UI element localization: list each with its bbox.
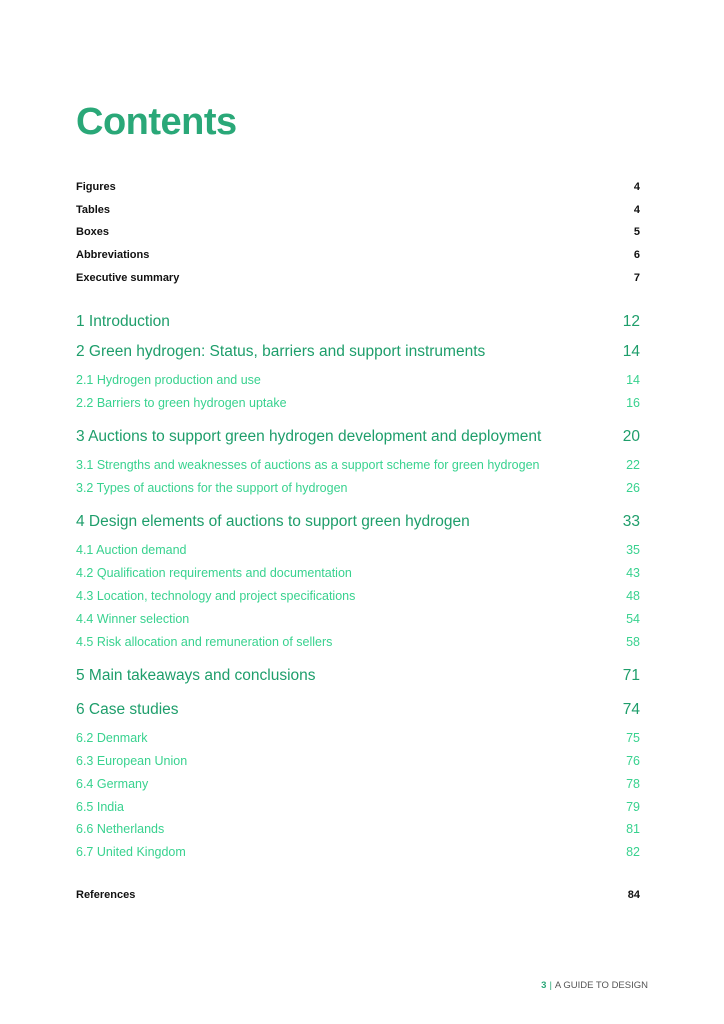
toc-entry-page: 74 bbox=[622, 701, 640, 718]
toc-entry-tables[interactable] bbox=[76, 204, 640, 220]
toc-entry-label: 1 Introduction bbox=[76, 313, 170, 330]
toc-entry-page: 35 bbox=[626, 543, 640, 557]
toc-entry-page: 14 bbox=[626, 373, 640, 387]
toc-entry-label: 2 Green hydrogen: Status, barriers and support instruments bbox=[76, 343, 486, 360]
toc-entry-figures[interactable] bbox=[76, 181, 640, 197]
toc-entry-label: 6.2 Denmark bbox=[76, 731, 148, 745]
toc-entry-label: 3.2 Types of auctions for the support of hydrogen bbox=[76, 481, 348, 495]
toc-section-2-2[interactable] bbox=[76, 396, 640, 414]
toc-entry-label: Tables bbox=[76, 204, 111, 216]
toc-entry-page: 7 bbox=[633, 272, 640, 284]
toc-entry-page: 78 bbox=[626, 777, 640, 791]
toc-chapter-2[interactable] bbox=[76, 343, 640, 365]
toc-section-3-1[interactable] bbox=[76, 458, 640, 476]
toc-entry-abbreviations[interactable] bbox=[76, 249, 640, 265]
toc-entry-page: 75 bbox=[626, 731, 640, 745]
toc-section-6-4[interactable] bbox=[76, 777, 640, 795]
toc-section-6-5[interactable] bbox=[76, 800, 640, 818]
toc-entry-page: 14 bbox=[622, 343, 640, 360]
toc-entry-label: 6.4 Germany bbox=[76, 777, 149, 791]
toc-entry-page: 4 bbox=[633, 181, 640, 193]
toc-entry-label: Boxes bbox=[76, 226, 110, 238]
toc-entry-page: 20 bbox=[622, 428, 640, 445]
toc-entry-page: 71 bbox=[622, 667, 640, 684]
toc-entry-label: Abbreviations bbox=[76, 249, 150, 261]
toc-entry-label: 2.1 Hydrogen production and use bbox=[76, 373, 261, 387]
footer-title: A GUIDE TO DESIGN bbox=[554, 980, 648, 991]
toc-section-4-4[interactable] bbox=[76, 612, 640, 630]
toc-entry-label: 4.1 Auction demand bbox=[76, 543, 187, 557]
toc-entry-page: 5 bbox=[633, 226, 640, 238]
toc-entry-page: 58 bbox=[626, 635, 640, 649]
toc-section-6-6[interactable] bbox=[76, 822, 640, 840]
toc-entry-page: 54 bbox=[626, 612, 640, 626]
toc-entry-label: 3.1 Strengths and weaknesses of auctions as a support scheme for green hydrogen bbox=[76, 458, 540, 472]
toc-section-4-3[interactable] bbox=[76, 589, 640, 607]
toc-entry-label: 6.5 India bbox=[76, 800, 124, 814]
toc-entry-page: 33 bbox=[622, 513, 640, 530]
toc-entry-executive-summary[interactable] bbox=[76, 272, 640, 288]
toc-entry-page: 16 bbox=[626, 396, 640, 410]
toc-chapter-4[interactable] bbox=[76, 513, 640, 535]
toc-entry-label: 6.6 Netherlands bbox=[76, 822, 165, 836]
toc-section-6-2[interactable] bbox=[76, 731, 640, 749]
toc-chapter-5[interactable] bbox=[76, 667, 640, 689]
toc-entry-label: 4.2 Qualification requirements and documentation bbox=[76, 566, 352, 580]
toc-chapter-6[interactable] bbox=[76, 701, 640, 723]
toc-entry-page: 43 bbox=[626, 566, 640, 580]
toc-entry-label: 4.4 Winner selection bbox=[76, 612, 190, 626]
toc-section-4-5[interactable] bbox=[76, 635, 640, 653]
toc-entry-page: 6 bbox=[633, 249, 640, 261]
toc-entry-page: 12 bbox=[622, 313, 640, 330]
toc-entry-page: 79 bbox=[626, 800, 640, 814]
toc-entry-label: 5 Main takeaways and conclusions bbox=[76, 667, 316, 684]
toc-entry-boxes[interactable] bbox=[76, 226, 640, 242]
toc-entry-label: Figures bbox=[76, 181, 116, 193]
toc-section-4-2[interactable] bbox=[76, 566, 640, 584]
toc-entry-page: 48 bbox=[626, 589, 640, 603]
toc-entry-page: 26 bbox=[626, 481, 640, 495]
toc-entry-page: 22 bbox=[626, 458, 640, 472]
toc-entry-page: 4 bbox=[633, 204, 640, 216]
toc-entry-label: Executive summary bbox=[76, 272, 180, 284]
toc-entry-label: References bbox=[76, 889, 136, 901]
toc-chapter-3[interactable] bbox=[76, 428, 640, 450]
toc-section-6-7[interactable] bbox=[76, 845, 640, 863]
toc-entry-page: 82 bbox=[626, 845, 640, 859]
toc-entry-page: 76 bbox=[626, 754, 640, 768]
footer-separator: | bbox=[549, 980, 552, 991]
toc-entry-label: 4.3 Location, technology and project specifications bbox=[76, 589, 356, 603]
toc-chapter-1[interactable] bbox=[76, 313, 640, 335]
toc-entry-label: 4.5 Risk allocation and remuneration of sellers bbox=[76, 635, 333, 649]
toc-entry-references[interactable] bbox=[76, 889, 640, 905]
toc-entry-label: 6 Case studies bbox=[76, 701, 179, 718]
toc-section-4-1[interactable] bbox=[76, 543, 640, 561]
toc-entry-label: 3 Auctions to support green hydrogen development and deployment bbox=[76, 428, 542, 445]
toc-section-6-3[interactable] bbox=[76, 754, 640, 772]
toc-entry-page: 84 bbox=[627, 889, 640, 901]
toc-section-2-1[interactable] bbox=[76, 373, 640, 391]
toc-entry-page: 81 bbox=[626, 822, 640, 836]
page-title: Contents bbox=[76, 101, 237, 143]
toc-section-3-2[interactable] bbox=[76, 481, 640, 499]
toc-entry-label: 2.2 Barriers to green hydrogen uptake bbox=[76, 396, 287, 410]
page-footer bbox=[400, 980, 648, 991]
toc-entry-label: 6.7 United Kingdom bbox=[76, 845, 186, 859]
toc-entry-label: 4 Design elements of auctions to support green hydrogen bbox=[76, 513, 470, 530]
toc-entry-label: 6.3 European Union bbox=[76, 754, 188, 768]
footer-page-number: 3 bbox=[541, 980, 547, 991]
